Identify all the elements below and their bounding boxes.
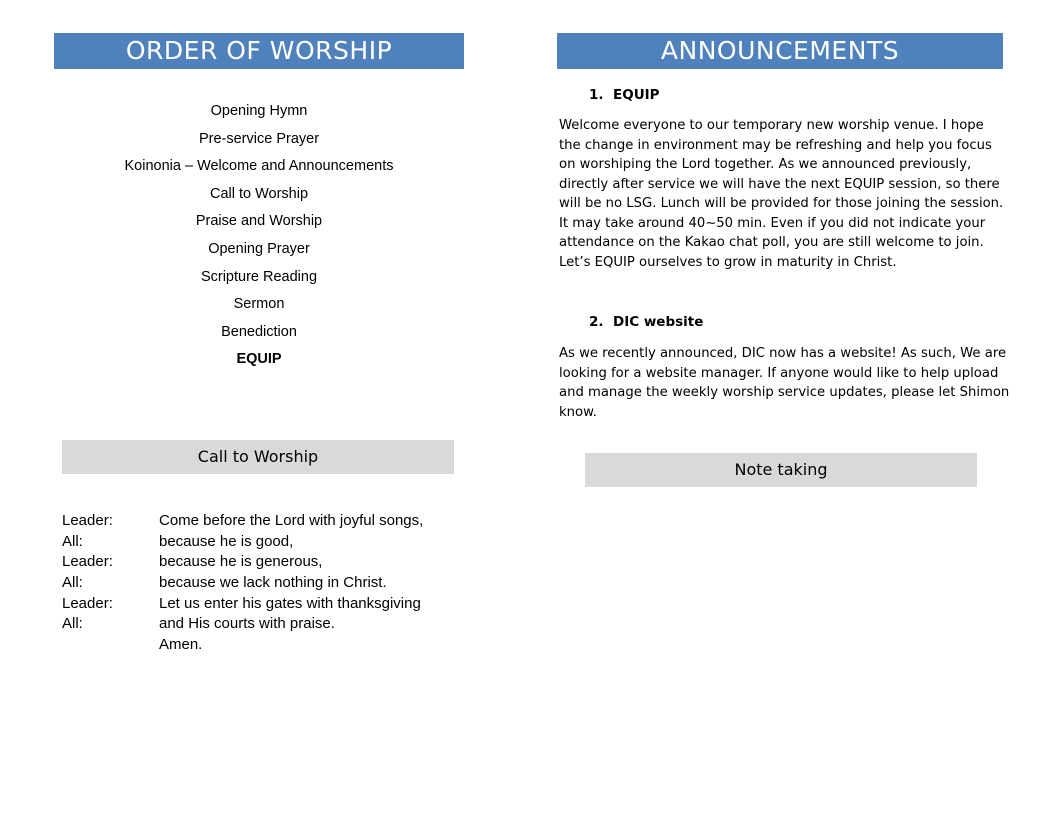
litany-row (62, 635, 423, 656)
litany-row (62, 511, 423, 532)
order-item: Pre-service Prayer (198, 130, 320, 147)
litany-row (62, 594, 423, 615)
litany-text: and His courts with praise. (159, 615, 335, 633)
order-item: Koinonia – Welcome and Announcements (124, 158, 394, 175)
call-to-worship-heading: Call to Worship (62, 440, 454, 474)
announcement-line: Let’s EQUIP ourselves to grow in maturity in Christ. (559, 254, 897, 270)
litany-row (62, 614, 423, 635)
announcement-line: the change in environment may be refreshing and help you focus (559, 137, 992, 153)
announcement-line: Welcome everyone to our temporary new worship venue. I hope (559, 118, 984, 133)
litany-text: Amen. (159, 636, 203, 654)
order-item: Call to Worship (209, 185, 309, 202)
order-of-worship-list (54, 98, 464, 374)
announcement-title: DIC website (613, 314, 704, 330)
order-item: Scripture Reading (200, 268, 318, 285)
announcements-banner: ANNOUNCEMENTS (557, 33, 1003, 69)
litany-text: Come before the Lord with joyful songs, (159, 512, 424, 529)
litany-role: All: (62, 615, 83, 633)
announcement-line: know. (559, 404, 597, 420)
order-item: Benediction (221, 323, 297, 340)
announcement-number: 2. (589, 314, 604, 330)
announcement-title: EQUIP (613, 87, 660, 103)
order-of-worship-banner: ORDER OF WORSHIP (54, 33, 464, 69)
announcement-line: and manage the weekly worship service updates, please let Shimon (559, 385, 1010, 400)
announcement-heading (589, 314, 703, 330)
litany-row (62, 573, 423, 594)
announcement-line: As we recently announced, DIC now has a website! As such, We are (559, 346, 1007, 361)
announcement-line: directly after service we will have the next EQUIP session, so there (559, 176, 1000, 192)
litany-role: Leader: (62, 512, 113, 529)
note-taking-heading: Note taking (585, 453, 977, 487)
litany-role: Leader: (62, 553, 113, 571)
litany-text: because he is good, (159, 532, 294, 550)
order-item: Opening Prayer (208, 240, 310, 257)
announcement-number: 1. (589, 87, 604, 103)
litany-text: because we lack nothing in Christ. (159, 574, 387, 592)
order-item: Sermon (233, 296, 285, 313)
announcement-line: It may take around 40~50 min. Even if you did not indicate your (559, 215, 986, 231)
litany-role: All: (62, 574, 83, 592)
order-item-equip: EQUIP (236, 351, 282, 368)
litany-text: Let us enter his gates with thanksgiving (159, 594, 421, 612)
announcement-line: attendance on the Kakao chat poll, you are still welcome to join. (559, 235, 984, 250)
announcement-heading (589, 87, 660, 103)
order-item: Praise and Worship (195, 213, 323, 230)
announcement-line: will be no LSG. Lunch will be provided for those joining the session. (559, 196, 1004, 211)
announcement-body (559, 116, 1005, 272)
litany-role (62, 635, 159, 656)
litany-text: because he is generous, (159, 553, 323, 571)
announcement-body (559, 344, 1010, 422)
order-item: Opening Hymn (210, 103, 308, 119)
call-to-worship-litany (62, 511, 423, 656)
litany-role: All: (62, 532, 83, 550)
announcement-line: on worshiping the Lord together. As we announced previously, (559, 157, 972, 172)
litany-row (62, 552, 423, 573)
announcement-line: looking for a website manager. If anyone would like to help upload (559, 365, 999, 381)
litany-row (62, 532, 423, 553)
litany-role: Leader: (62, 594, 113, 612)
